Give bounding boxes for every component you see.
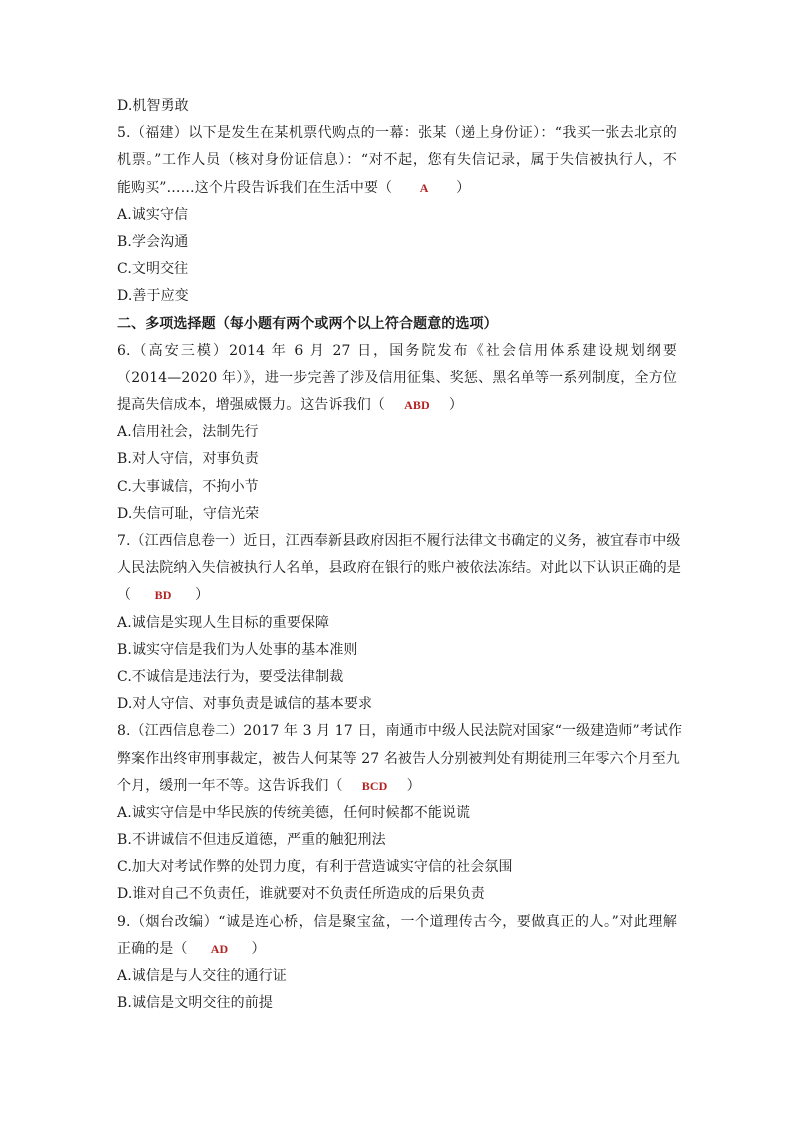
- answer-q5: A: [419, 180, 429, 195]
- question-6-line-1: 6.（高安三模）2014 年 6 月 27 日，国务院发布《社会信用体系建设规划纲要: [117, 342, 677, 359]
- question-8-line-3: [117, 773, 677, 800]
- option-q5-b: B.学会沟通: [117, 233, 189, 250]
- question-9-close-paren: ）: [251, 940, 266, 957]
- question-9-line-1: 9.（烟台改编）“诚是连心桥，信是聚宝盆，一个道理传古今，要做真正的人。”对此理解: [117, 913, 677, 930]
- question-9-stem-end: 正确的是（: [117, 940, 188, 957]
- option-q8-d: D.谁对自己不负责任，谁就要对不负责任所造成的后果负责: [117, 886, 485, 903]
- question-7-open-paren: （: [117, 587, 132, 604]
- option-q5-a: A.诚实守信: [117, 206, 189, 223]
- question-7-line-2: 人民法院纳入失信被执行人名单，县政府在银行的账户被依法冻结。对此以下认识正确的是: [117, 560, 681, 577]
- document-page: [117, 93, 683, 1017]
- question-6-line-3: [117, 392, 677, 419]
- option-q8-a: A.诚实守信是中华民族的传统美德，任何时候都不能说谎: [117, 804, 471, 821]
- answer-q8: BCD: [361, 778, 388, 793]
- section-heading-multiple-choice: 二、多项选择题（每小题有两个或两个以上符合题意的选项）: [117, 315, 498, 332]
- option-q5-d: D.善于应变: [117, 288, 189, 305]
- question-7-line-3: [117, 582, 677, 609]
- option-q6-c: C.大事诚信，不拘小节: [117, 478, 259, 495]
- option-q7-b: B.诚实守信是我们为人处事的基本准则: [117, 641, 358, 658]
- option-q7-c: C.不诚信是违法行为，要受法律制裁: [117, 668, 344, 685]
- option-q7-d: D.对人守信、对事负责是诚信的基本要求: [117, 696, 373, 713]
- option-q4-d: D.机智勇敢: [117, 98, 189, 114]
- question-6-stem-end: 提高失信成本，增强威慑力。这告诉我们（: [117, 397, 385, 414]
- option-q7-a: A.诚信是实现人生目标的重要保障: [117, 614, 330, 631]
- option-q6-b: B.对人守信，对事负责: [117, 451, 259, 468]
- question-9-line-2: [117, 936, 677, 963]
- question-5-close-paren: ）: [456, 179, 471, 196]
- question-7-close-paren: ）: [195, 587, 210, 604]
- option-q8-c: C.加大对考试作弊的处罚力度，有利于营造诚实守信的社会氛围: [117, 859, 513, 876]
- option-q8-b: B.不讲诚信不但违反道德，严重的触犯刑法: [117, 832, 386, 849]
- option-q9-a: A.诚信是与人交往的通行证: [117, 968, 287, 984]
- option-q9-b: B.诚信是文明交往的前提: [117, 995, 273, 1012]
- answer-q7: BD: [154, 588, 172, 603]
- question-5-stem-end: 能购买”……这个片段告诉我们在生活中要（: [117, 179, 393, 196]
- question-6-line-2: （2014—2020 年）》，进一步完善了涉及信用征集、奖惩、黑名单等一系列制度，全方位: [117, 369, 677, 386]
- question-6-close-paren: ）: [448, 397, 464, 414]
- question-8-close-paren: ）: [406, 777, 421, 794]
- question-8-line-1: 8.（江西信息卷二）2017 年 3 月 17 日，南通市中级人民法院对国家“一级建造师”考试作: [117, 723, 683, 740]
- question-5-line-2: 机票。”工作人员（核对身份证信息）：“对不起，您有失信记录，属于失信被执行人，不: [117, 152, 677, 169]
- option-q5-c: C.文明交往: [117, 261, 189, 278]
- option-q6-a: A.信用社会，法制先行: [117, 424, 259, 441]
- answer-q9: AD: [210, 941, 229, 956]
- question-8-stem-end: 个月，缓刑一年不等。这告诉我们（: [117, 777, 343, 794]
- question-5-line-3: [117, 175, 677, 202]
- question-7-line-1: 7.（江西信息卷一）近日，江西奉新县政府因拒不履行法律文书确定的义务，被宜春市中级: [117, 533, 681, 549]
- answer-q6: ABD: [404, 398, 430, 413]
- option-q6-d: D.失信可耻，守信光荣: [117, 505, 260, 522]
- question-5-line-1: 5.（福建）以下是发生在某机票代购点的一幕：张某（递上身份证）：“我买一张去北京的: [117, 125, 677, 142]
- question-8-line-2: 弊案作出终审刑事裁定，被告人何某等 27 名被告人分别被判处有期徒刑三年零六个月至九: [117, 750, 680, 767]
